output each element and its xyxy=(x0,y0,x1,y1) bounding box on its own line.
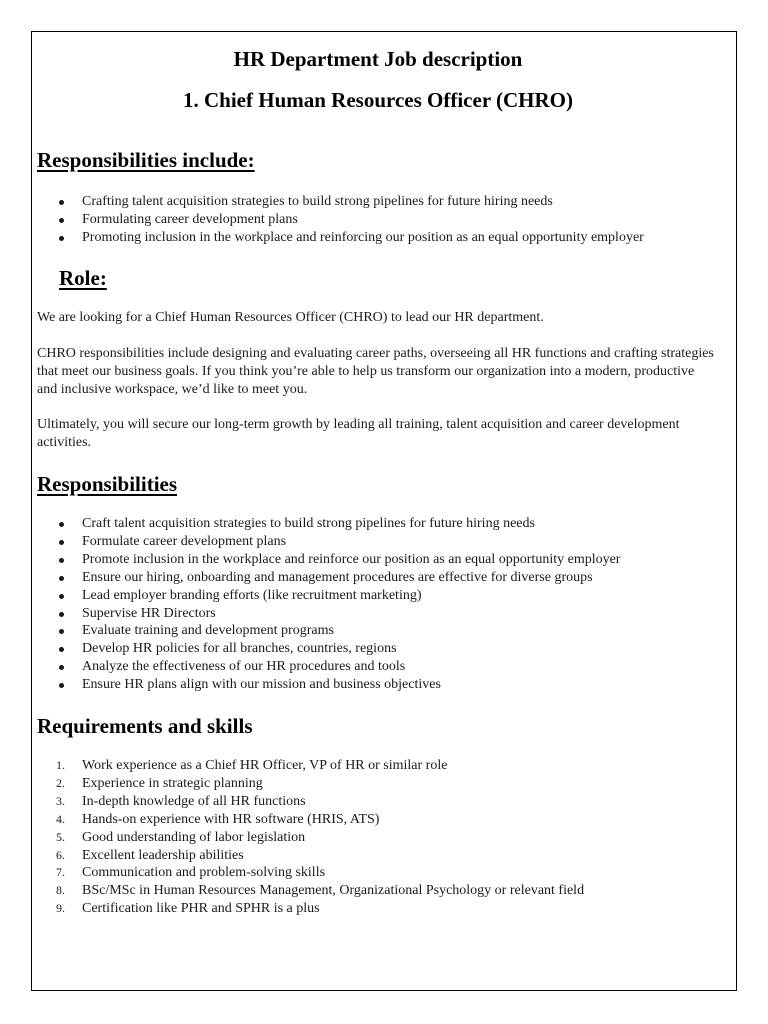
item-number: 3. xyxy=(56,793,65,808)
role-paragraph: CHRO responsibilities include designing and evaluating career paths, overseeing all HR functions and crafting strategies that meet our business goals. If you think you’re able to help us transform our organization into a modern, productive and inclusive workspace, we’d like to meet you. xyxy=(37,346,714,397)
list-item xyxy=(56,811,584,829)
list-item xyxy=(56,847,584,865)
list-item xyxy=(56,775,584,793)
list-item xyxy=(56,757,584,775)
item-text: In-depth knowledge of all HR functions xyxy=(82,793,306,809)
document-title: HR Department Job description xyxy=(233,47,523,71)
item-text: BSc/MSc in Human Resources Management, Organizational Psychology or relevant field xyxy=(82,883,585,899)
job-title: 1. Chief Human Resources Officer (CHRO) xyxy=(183,88,573,112)
responsibilities-heading: Responsibilities xyxy=(37,472,178,496)
list-item: Formulate career development plans xyxy=(56,533,620,551)
item-text: Good understanding of labor legislation xyxy=(82,829,306,845)
responsibilities-list xyxy=(56,515,620,694)
item-text: Excellent leadership abilities xyxy=(82,847,244,863)
list-item: Supervise HR Directors xyxy=(56,605,620,623)
item-number: 8. xyxy=(56,883,65,898)
item-text: Communication and problem-solving skills xyxy=(82,865,326,881)
list-item xyxy=(56,882,584,900)
item-text: Work experience as a Chief HR Officer, VP of HR or similar role xyxy=(82,758,448,773)
list-item: Promote inclusion in the workplace and reinforce our position as an equal opportunity employer xyxy=(56,551,620,569)
requirements-heading: Requirements and skills xyxy=(37,714,253,738)
list-item: Craft talent acquisition strategies to build strong pipelines for future hiring needs xyxy=(56,515,620,533)
item-number: 1. xyxy=(56,758,65,772)
role-paragraph: Ultimately, you will secure our long-term growth by leading all training, talent acquisition and career development activities. xyxy=(37,417,680,450)
list-item: Analyze the effectiveness of our HR procedures and tools xyxy=(56,658,620,676)
list-item xyxy=(56,864,584,882)
list-item: Evaluate training and development programs xyxy=(56,622,620,640)
responsibilities-include-heading: Responsibilities include: xyxy=(37,148,255,172)
list-item xyxy=(56,793,584,811)
list-item: Crafting talent acquisition strategies to build strong pipelines for future hiring needs xyxy=(56,193,644,211)
list-item: Promoting inclusion in the workplace and reinforcing our position as an equal opportunity employer xyxy=(56,229,644,247)
list-item: Ensure our hiring, onboarding and management procedures are effective for diverse groups xyxy=(56,569,620,587)
list-item: Ensure HR plans align with our mission and business objectives xyxy=(56,676,620,694)
item-number: 5. xyxy=(56,829,65,844)
item-text: Hands-on experience with HR software (HRIS, ATS) xyxy=(82,811,380,827)
item-text: Experience in strategic planning xyxy=(82,775,263,791)
list-item xyxy=(56,900,584,918)
responsibilities-include-list xyxy=(56,193,644,247)
role-paragraph: We are looking for a Chief Human Resources Officer (CHRO) to lead our HR department. xyxy=(37,310,544,325)
item-number: 6. xyxy=(56,847,65,862)
item-number: 7. xyxy=(56,865,65,880)
requirements-list xyxy=(56,757,584,918)
list-item xyxy=(56,829,584,847)
list-item: Develop HR policies for all branches, countries, regions xyxy=(56,640,620,658)
item-number: 4. xyxy=(56,811,65,826)
role-heading: Role: xyxy=(59,266,107,290)
list-item: Formulating career development plans xyxy=(56,211,644,229)
item-text: Certification like PHR and SPHR is a plus xyxy=(82,901,320,917)
item-number: 2. xyxy=(56,775,65,790)
item-number: 9. xyxy=(56,901,65,916)
list-item: Lead employer branding efforts (like recruitment marketing) xyxy=(56,587,620,605)
